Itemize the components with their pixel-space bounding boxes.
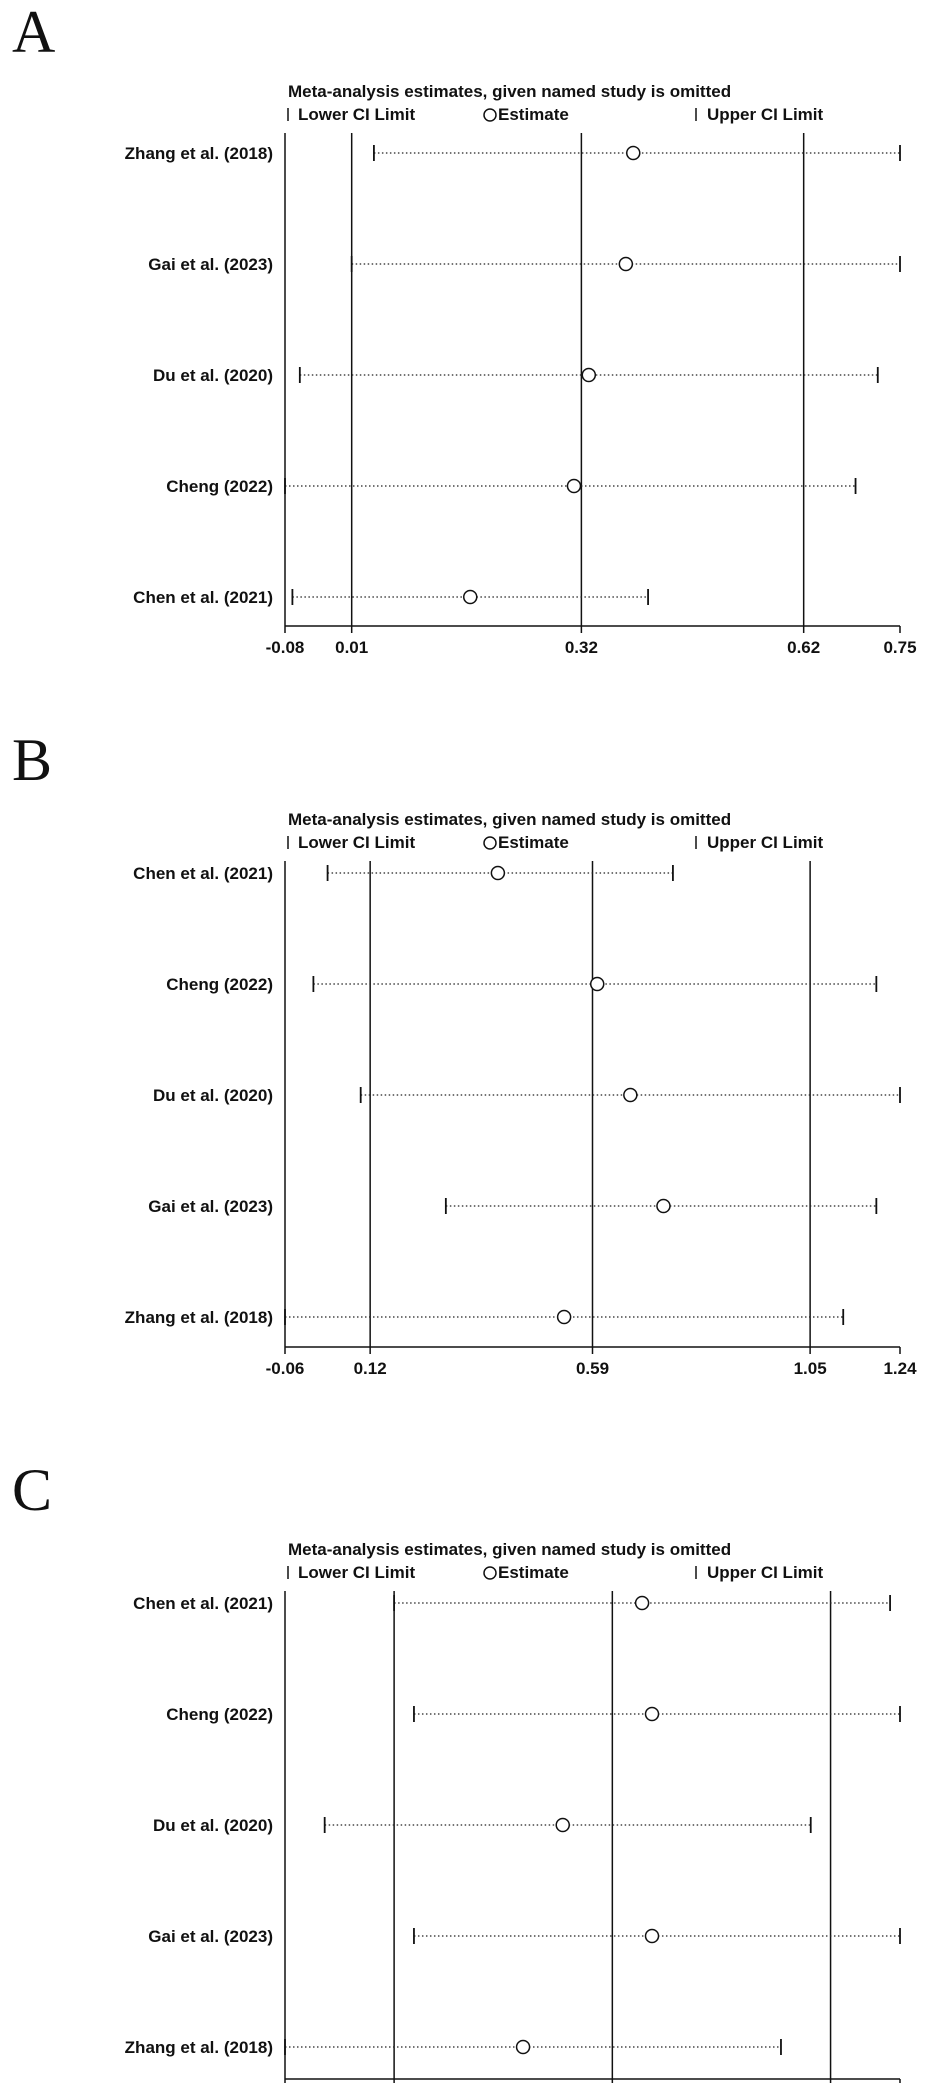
panel-letter: B [12,727,53,793]
panel-a [12,0,917,657]
study-row [153,366,878,385]
study-row [148,1927,900,1946]
estimate-point [646,1930,659,1943]
study-label: Du et al. (2020) [153,366,273,385]
study-row [166,1705,900,1724]
estimate-legend-marker [484,109,496,121]
study-label: Zhang et al. (2018) [124,1308,273,1327]
estimate-point [464,591,477,604]
legend-upper-label: Upper CI Limit [707,833,824,852]
estimate-point [517,2041,530,2054]
study-label: Zhang et al. (2018) [124,2038,273,2057]
estimate-point [636,1597,649,1610]
estimate-point [619,258,632,271]
x-tick-label: 0.59 [575,1359,610,1378]
estimate-point [556,1819,569,1832]
panel-c [12,1457,919,2083]
x-tick-label: 1.24 [883,1359,917,1378]
study-label: Gai et al. (2023) [148,1927,273,1946]
study-label: Du et al. (2020) [153,1086,273,1105]
estimate-point [624,1089,637,1102]
study-label: Cheng (2022) [166,1705,273,1724]
legend [288,105,824,124]
estimate-point [657,1200,670,1213]
chart-title: Meta-analysis estimates, given named study is omitted [288,810,732,829]
legend-upper-label: Upper CI Limit [707,105,824,124]
study-row [125,144,900,163]
study-row [133,588,648,607]
chart-title: Meta-analysis estimates, given named study is omitted [288,82,732,101]
panel-b [12,727,917,1378]
study-label: Chen et al. (2021) [133,1594,273,1613]
x-tick-label: 0.62 [787,638,821,657]
estimate-point [491,867,504,880]
study-row [148,255,900,274]
study-row [148,1197,876,1216]
estimate-legend-marker [484,1567,496,1579]
study-label: Du et al. (2020) [153,1816,273,1835]
legend-estimate-label: Estimate [498,105,569,124]
study-label: Gai et al. (2023) [148,1197,273,1216]
x-tick-label: 0.32 [564,638,598,657]
study-row [166,477,855,496]
study-row [133,1594,890,1613]
estimate-point [567,480,580,493]
legend-estimate-label: Estimate [498,1563,569,1582]
study-label: Gai et al. (2023) [148,255,273,274]
study-row [153,1086,900,1105]
x-tick-label: -0.08 [265,638,305,657]
x-tick-label: 0.01 [335,638,369,657]
x-tick-label: -0.06 [265,1359,305,1378]
panel-letter: A [12,0,56,65]
legend-lower-label: Lower CI Limit [298,833,416,852]
estimate-point [646,1708,659,1721]
legend-lower-label: Lower CI Limit [298,105,416,124]
study-label: Chen et al. (2021) [133,864,273,883]
study-label: Cheng (2022) [166,477,273,496]
legend [288,1563,824,1582]
study-row [125,1308,844,1327]
study-row [153,1816,811,1835]
study-row [125,2038,781,2057]
study-label: Cheng (2022) [166,975,273,994]
study-row [166,975,876,994]
x-tick-label: 1.05 [793,1359,827,1378]
x-tick-label: 0.12 [353,1359,387,1378]
chart-title: Meta-analysis estimates, given named study is omitted [288,1540,732,1559]
study-label: Zhang et al. (2018) [124,144,273,163]
estimate-point [582,369,595,382]
legend-lower-label: Lower CI Limit [298,1563,416,1582]
estimate-legend-marker [484,837,496,849]
panel-letter: C [12,1457,53,1523]
estimate-point [558,1311,571,1324]
estimate-point [627,147,640,160]
x-tick-label: 0.75 [883,638,917,657]
legend-upper-label: Upper CI Limit [707,1563,824,1582]
estimate-point [591,978,604,991]
legend [288,833,824,852]
study-label: Chen et al. (2021) [133,588,273,607]
legend-estimate-label: Estimate [498,833,569,852]
